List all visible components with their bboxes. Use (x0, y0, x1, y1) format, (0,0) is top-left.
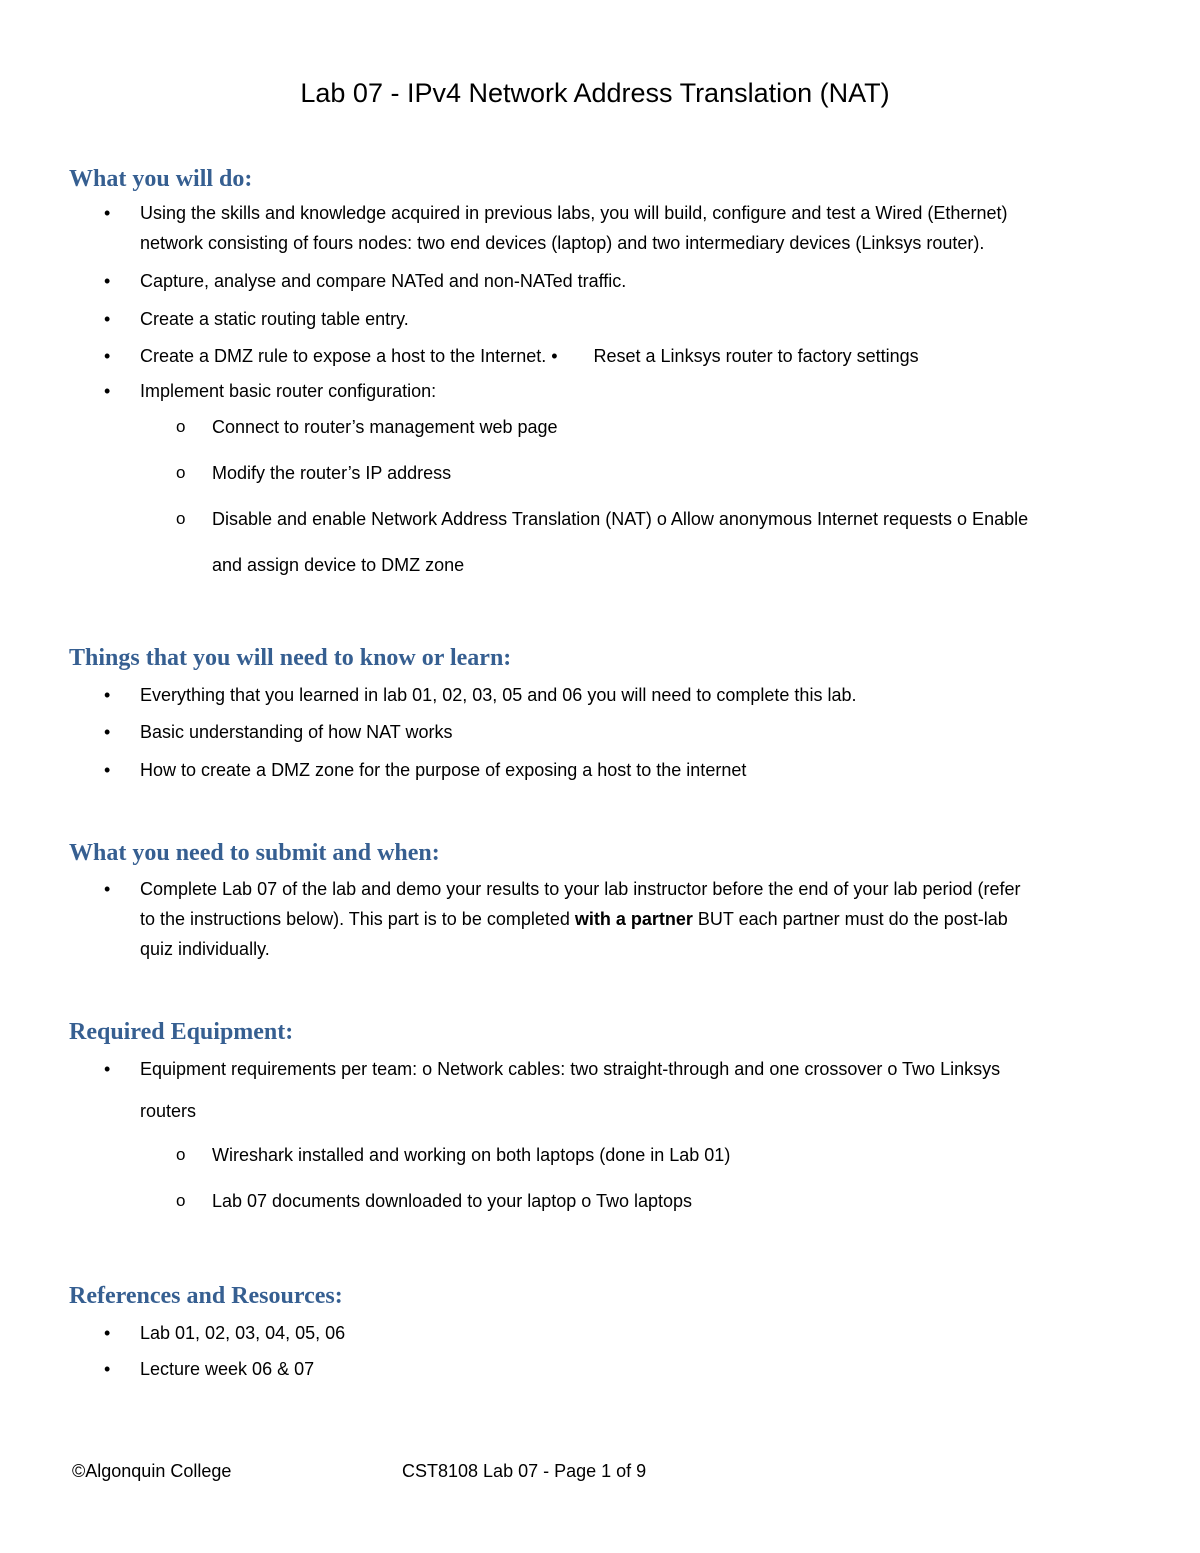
heading-required-equipment: Required Equipment: (69, 1019, 294, 1045)
bullet-icon: • (104, 879, 111, 899)
submit-line-2-a: to the instructions below). This part is to be completed (140, 909, 575, 929)
do-sub-bullet-3-line-2: and assign device to DMZ zone (212, 555, 465, 575)
bullet-icon: • (104, 346, 111, 366)
know-bullet-1: Everything that you learned in lab 01, 02, 03, 05 and 06 you will need to complete this lab. (140, 685, 857, 705)
bullet-icon: • (104, 760, 111, 780)
bullet-icon: • (104, 381, 111, 401)
submit-line-3: quiz individually. (140, 939, 270, 959)
heading-submit: What you need to submit and when: (69, 840, 440, 866)
heading-what-you-will-do: What you will do: (69, 166, 253, 192)
equipment-sub-2: Lab 07 documents downloaded to your laptop o Two laptops (212, 1191, 693, 1211)
bullet-icon: • (104, 203, 111, 223)
footer-page-number: CST8108 Lab 07 - Page 1 of 9 (402, 1461, 647, 1481)
sub-bullet-icon: o (176, 417, 186, 436)
do-sub-bullet-1: Connect to router’s management web page (212, 417, 558, 437)
sub-bullet-icon: o (176, 463, 186, 482)
do-bullet-5: Implement basic router configuration: (140, 381, 437, 401)
sub-bullet-icon: o (176, 1145, 186, 1164)
do-sub-bullet-3-line-1: Disable and enable Network Address Translation (NAT) o Allow anonymous Internet requests o Enable (212, 509, 1029, 529)
do-bullet-1-line-2: network consisting of fours nodes: two end devices (laptop) and two intermediary devices (Linksys router). (140, 233, 985, 253)
submit-line-2 (140, 909, 1008, 930)
know-bullet-3: How to create a DMZ zone for the purpose of exposing a host to the internet (140, 760, 747, 780)
heading-references: References and Resources: (69, 1283, 343, 1309)
do-bullet-2: Capture, analyse and compare NATed and non-NATed traffic. (140, 271, 627, 291)
know-bullet-2: Basic understanding of how NAT works (140, 722, 453, 742)
do-sub-bullet-2: Modify the router’s IP address (212, 463, 452, 483)
sub-bullet-icon: o (176, 1191, 186, 1210)
page-title: Lab 07 - IPv4 Network Address Translation (NAT) (300, 78, 890, 108)
submit-line-1: Complete Lab 07 of the lab and demo your results to your lab instructor before the end of your lab period (refer (140, 879, 1021, 899)
submit-line-2-b: BUT each partner must do the post-lab (692, 909, 1008, 929)
refs-bullet-1: Lab 01, 02, 03, 04, 05, 06 (140, 1323, 346, 1343)
bullet-icon: • (104, 271, 111, 291)
heading-things-to-know: Things that you will need to know or learn: (69, 645, 512, 671)
do-bullet-4-part-b: Reset a Linksys router to factory settings (593, 346, 919, 366)
bullet-icon: • (104, 685, 111, 705)
refs-bullet-2: Lecture week 06 & 07 (140, 1359, 315, 1379)
do-bullet-1-line-1: Using the skills and knowledge acquired in previous labs, you will build, configure and test a Wired (Ethernet) (140, 203, 1008, 223)
bullet-icon: • (104, 722, 111, 742)
equipment-sub-1: Wireshark installed and working on both laptops (done in Lab 01) (212, 1145, 731, 1165)
equipment-line-1: Equipment requirements per team: o Network cables: two straight-through and one crossover o Two Linksys (140, 1059, 1001, 1079)
bullet-icon: • (104, 1323, 111, 1343)
bullet-icon: • (104, 309, 111, 329)
do-bullet-4 (140, 346, 919, 367)
bullet-icon: • (104, 1359, 111, 1379)
bullet-icon: • (104, 1059, 111, 1079)
do-bullet-3: Create a static routing table entry. (140, 309, 409, 329)
do-bullet-4-part-a: Create a DMZ rule to expose a host to the Internet. • (140, 346, 558, 366)
sub-bullet-icon: o (176, 509, 186, 528)
footer-copyright: ©Algonquin College (72, 1461, 232, 1481)
equipment-line-2: routers (140, 1101, 197, 1121)
submit-line-2-bold: with a partner (574, 909, 693, 929)
